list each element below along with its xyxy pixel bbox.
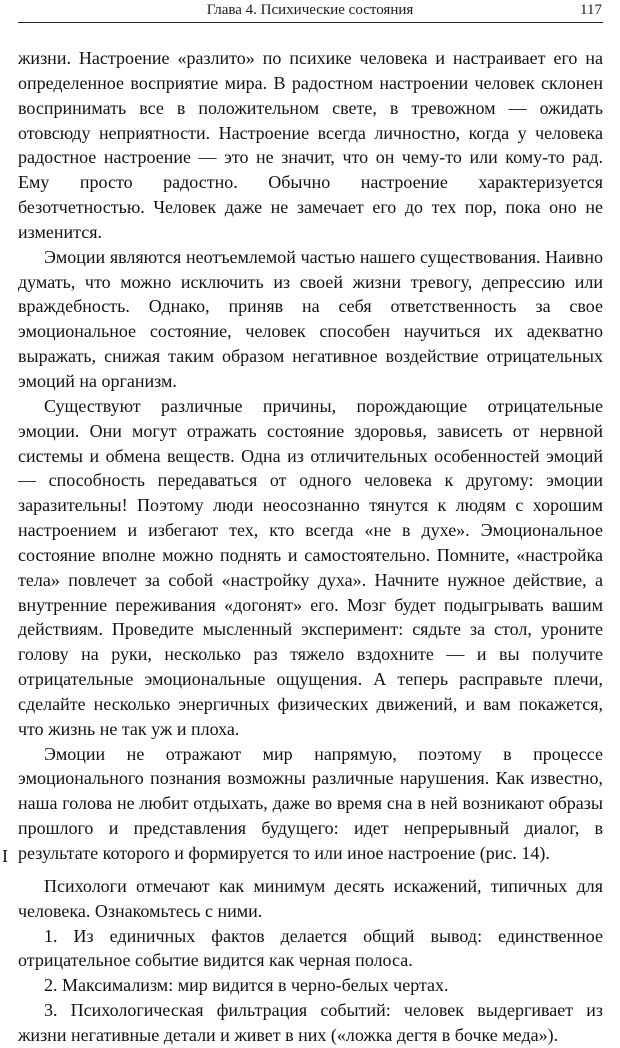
- list-item-generalization: 1. Из единичных фактов делается общий вывод: единственное отрицательное событие видится как черная полоса.: [18, 925, 603, 971]
- paragraph-distortions-intro: Психологи отмечают как минимум десять искажений, типичных для человека. Ознакомьтесь с ними.: [18, 875, 603, 921]
- margin-mark: I: [2, 846, 8, 866]
- paragraph-emotions-part: Эмоции являются неотъемлемой частью нашего существования. Наивно думать, что можно исключить из своей жизни тревогу, депрессию или враждебность. Однако, приняв на себя ответственность за свое эмоциональное состояние, человек способен научиться их адекватно выражать, снижая таким образом негативное воздействие отрицательных эмоций на организм.: [18, 246, 603, 391]
- chapter-title: Глава 4. Психические состояния: [206, 2, 414, 18]
- body-text: [18, 46, 603, 1048]
- list-item-filtering: 3. Психологическая фильтрация событий: человек выдергивает из жизни негативные детали и живет в них («ложка дегтя в бочке меда»).: [18, 1000, 603, 1045]
- header-divider: [18, 22, 603, 23]
- running-header: [0, 0, 620, 24]
- paragraph-negative-causes: Существуют различные причины, порождающие отрицательные эмоции. Они могут отражать состояние здоровья, зависеть от нервной системы и обмена веществ. Одна из отличительных особенностей эмоций — способность передаваться от одного человека к другому: эмоции заразительны! Поэтому люди неосознанно тянутся к людям с хорошим настроением и избегают тех, кто всегда «не в духе». Эмоциональное состояние вполне можно поднять и самостоятельно. Помните, «настройка тела» повлечет за собой «настройку духа». Начните нужное действие, а внутренние переживания «догонят» его. Мозг будет подыгрывать вашим действиям. Проведите мысленный эксперимент: сядьте за стол, уроните голову на руки, несколько раз тяжело вздохните — и вы получите отрицательные эмоциональные ощущения. А теперь расправьте плечи, сделайте несколько энергичных физических движений, и вам покажется, что жизнь не так уж и плоха.: [18, 395, 603, 739]
- list-item-maximalism: 2. Максимализм: мир видится в черно-белых чертах.: [44, 975, 449, 996]
- paragraph-mood: жизни. Настроение «разлито» по психике человека и настраивает его на определенное восприятие мира. В радостном настроении человек склонен воспринимать все в положительном свете, в тревожном — ожидать отовсюду неприятности. Настроение всегда личностно, когда у человека радостное настроение — это не значит, что он чему-то или кому-то рад. Ему просто радостно. Обычно настроение характеризуется безотчетностью. Человек даже не замечает его до тех пор, пока оно не изменится.: [18, 48, 603, 242]
- paragraph-gap: [18, 866, 603, 874]
- paragraph-cognition: Эмоции не отражают мир напрямую, поэтому в процессе эмоционального познания возможны различные нарушения. Как известно, наша голова не любит отдыхать, даже во время сна в ней возникают образы прошлого и представления будущего: идет непрерывный диалог, в результате которого и формируется то или иное настроение (рис. 14).: [18, 743, 603, 863]
- page-number: 117: [580, 2, 602, 18]
